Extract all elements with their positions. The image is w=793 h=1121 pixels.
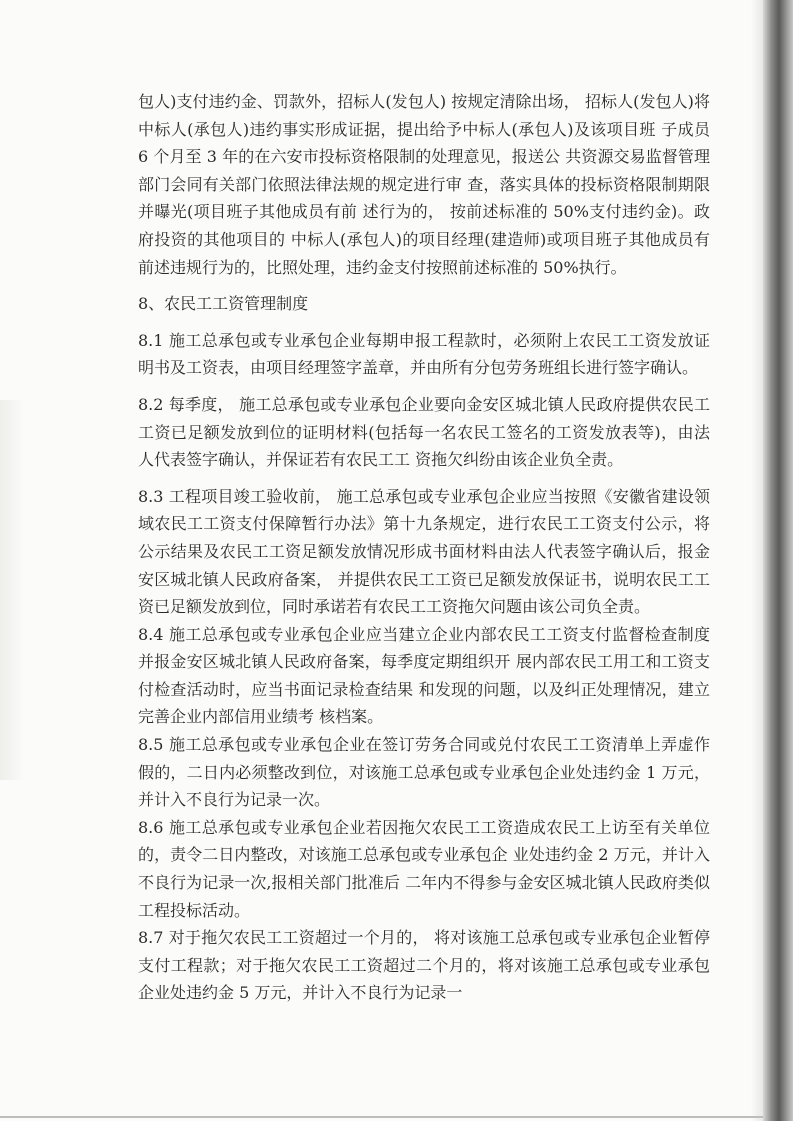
clause-8-2: 8.2 每季度， 施工总承包或专业承包企业要向金安区城北镇人民政府提供农民工工资已足额发放到位的证明材料(包括每一名农民工签名的工资发放表等)，由法人代表签字确认，并保证若有农民工工 资拖欠纠纷由该企业负全责。 [138, 394, 710, 470]
clause-8-1: 8.1 施工总承包或专业承包企业每期申报工程款时，必须附上农民工工资发放证明书及工资表，由项目经理签字盖章，并由所有分包劳务班组长进行签字确认。 [138, 330, 710, 378]
book-binding [763, 0, 793, 1121]
page-bottom-edge [0, 1116, 763, 1118]
binding-shadow [751, 0, 763, 1121]
clause-8-5: 8.5 施工总承包或专业承包企业在签订劳务合同或兑付农民工工资清单上弄虚作假的，二日内必须整改到位，对该施工总承包或专业承包企业处违约金 1 万元，并计入不良行为记录一次。 [138, 735, 710, 810]
section-heading-8: 8、农民工工资管理制度 [138, 294, 309, 314]
paragraph-continuation: 包人)支付违约金、罚款外，招标人(发包人) 按规定清除出场， 招标人(发包人)将中标人(承包人)违约事实形成证据，提出给予中标人(承包人)及该项目班 子成员 6 个月至 3 年的在六安市投标资格限制的处理意见，报送公 共资源交易监督管理部门会同有关部门依照法律法规的规定进行审 查，落实具体的投标资格限制期限并曝光(项目班子其他成员有前 述行为的， 按前述标准的 50%支付违约金)。政府投资的其他项目的 中标人(承包人)的项目经理(建造师)或项目班子其他成员有前述违规行为的，比照处理，违约金支付按照前述标准的 50%执行。 [138, 92, 710, 277]
clause-8-7: 8.7 对于拖欠农民工工资超过一个月的， 将对该施工总承包或专业承包企业暂停支付工程款；对于拖欠农民工工资超过二个月的，将对该施工总承包或专业承包企业处违约金 5 万元，并计入不良行为记录一 [138, 928, 710, 1003]
clause-8-4: 8.4 施工总承包或专业承包企业应当建立企业内部农民工工资支付监督检查制度并报金安区城北镇人民政府备案，每季度定期组织开 展内部农民工用工和工资支付检查活动时，应当书面记录检查结果 和发现的问题，以及纠正处理情况，建立完善企业内部信用业绩考 核档案。 [138, 624, 710, 727]
document-body [138, 88, 710, 1007]
clause-8-3: 8.3 工程项目竣工验收前， 施工总承包或专业承包企业应当按照《安徽省建设领域农民工工资支付保障暂行办法》第十九条规定，进行农民工工资支付公示，将公示结果及农民工工资足额发放情况形成书面材料由法人代表签字确认后，报金安区城北镇人民政府备案， 并提供农民工工资已足额发放保证书，说明农民工工资已足额发放到位，同时承诺若有农民工工资拖欠问题由该公司负全责。 [138, 486, 710, 617]
page-stain [0, 400, 24, 780]
clause-8-6: 8.6 施工总承包或专业承包企业若因拖欠农民工工资造成农民工上访至有关单位的，责令二日内整改，对该施工总承包或专业承包企 业处违约金 2 万元，并计入不良行为记录一次,报相关部门批准后 二年内不得参与金安区城北镇人民政府类似工程投标活动。 [138, 817, 710, 920]
